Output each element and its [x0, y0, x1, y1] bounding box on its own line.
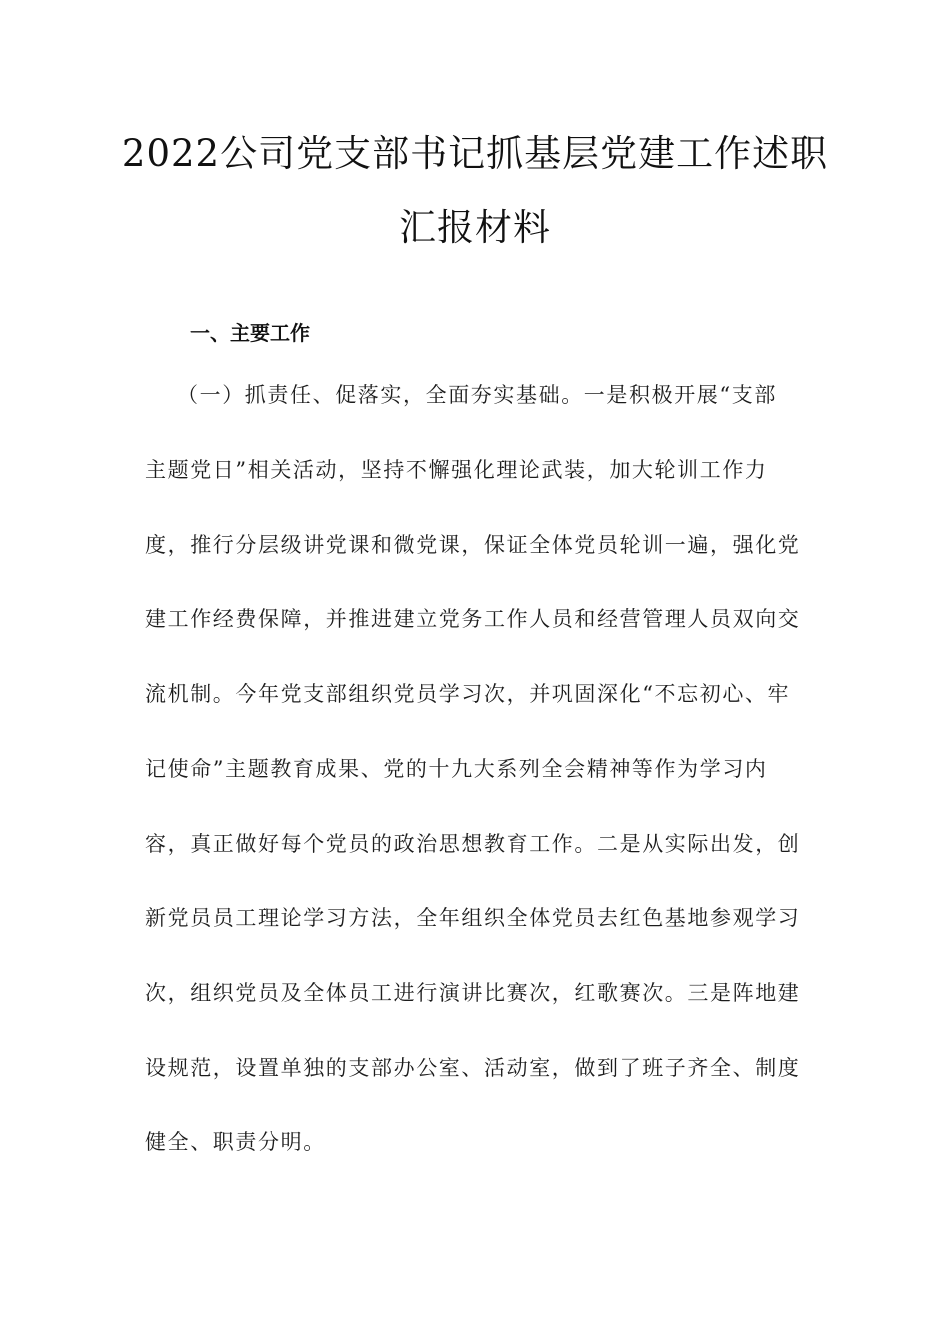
- paragraph-line: 次，组织党员及全体员工进行演讲比赛次，红歌赛次。三是阵地建: [145, 981, 801, 1005]
- paragraph-line: 主题党日”相关活动，坚持不懈强化理论武装，加大轮训工作力: [145, 458, 768, 482]
- document-title-line-1: 2022公司党支部书记抓基层党建工作述职: [121, 132, 829, 175]
- paragraph-line: 度，推行分层级讲党课和微党课，保证全体党员轮训一遍，强化党: [145, 533, 801, 557]
- section-heading: 一、主要工作: [190, 321, 310, 345]
- paragraph-line: 健全、职责分明。: [145, 1130, 326, 1154]
- paragraph-line: 设规范，设置单独的支部办公室、活动室，做到了班子齐全、制度: [145, 1056, 801, 1080]
- paragraph-line: 容，真正做好每个党员的政治思想教育工作。二是从实际出发，创: [145, 832, 801, 856]
- document-title-line-2: 汇报材料: [399, 206, 551, 249]
- paragraph-line: 记使命”主题教育成果、党的十九大系列全会精神等作为学习内: [145, 757, 768, 781]
- paragraph-line: 流机制。今年党支部组织党员学习次，并巩固深化“不忘初心、牢: [145, 682, 791, 706]
- paragraph-line: （一）抓责任、促落实，全面夯实基础。一是积极开展“支部: [177, 383, 777, 407]
- paragraph-line: 建工作经费保障，并推进建立党务工作人员和经营管理人员双向交: [145, 607, 801, 631]
- paragraph-line: 新党员员工理论学习方法，全年组织全体党员去红色基地参观学习: [145, 906, 801, 930]
